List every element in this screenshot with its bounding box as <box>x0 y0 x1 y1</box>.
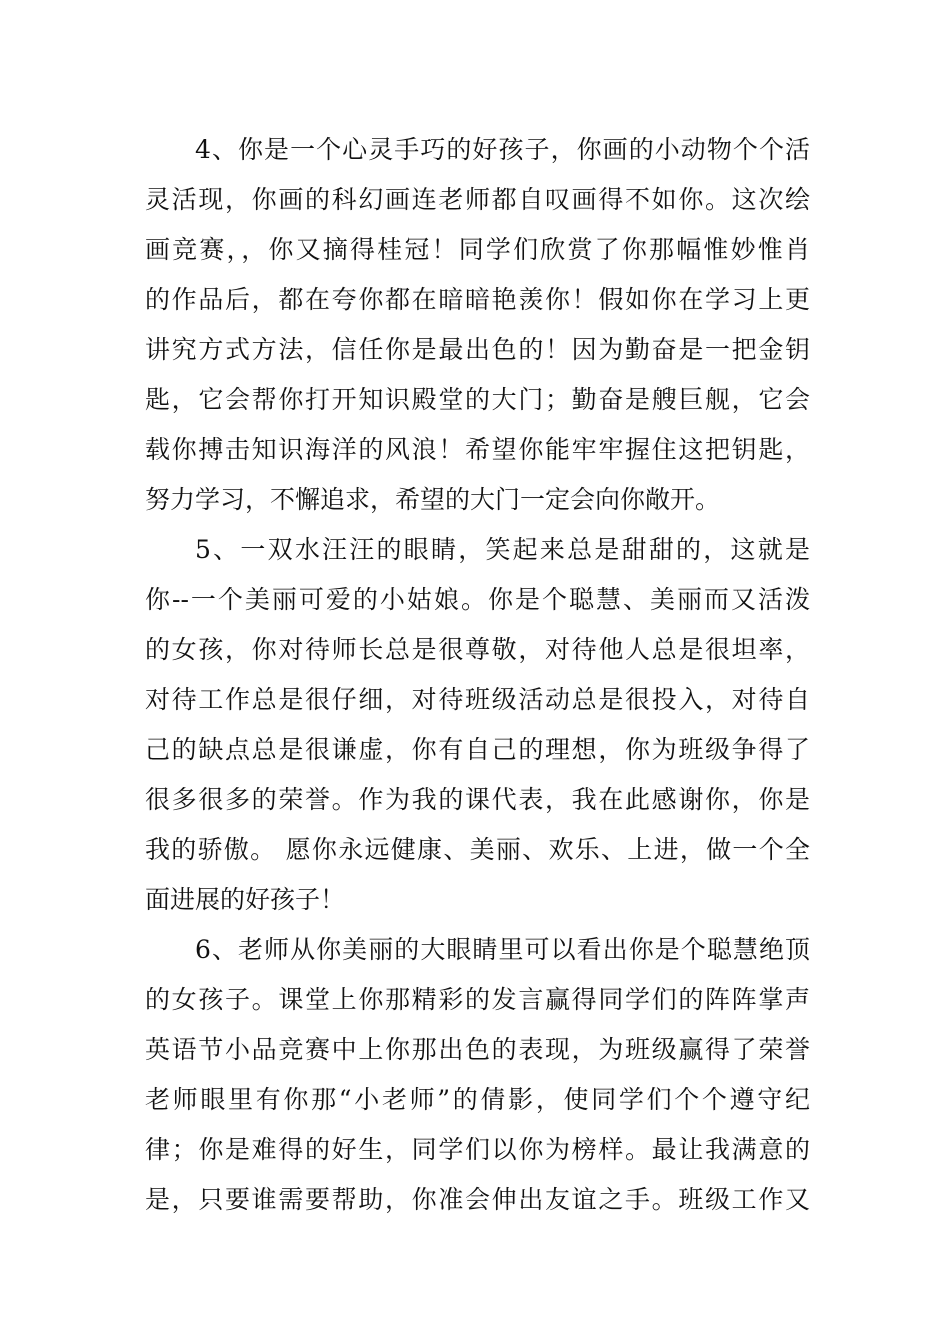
text-line: 对待工作总是很仔细，对待班级活动总是很投入，对待自 <box>145 685 810 714</box>
text-line: 的女孩子。课堂上你那精彩的发言赢得同学们的阵阵掌声 <box>145 985 810 1014</box>
text-line: 灵活现，你画的科幻画连老师都自叹画得不如你。这次绘 <box>145 185 810 214</box>
text-line: 讲究方式方法，信任你是最出色的！因为勤奋是一把金钥 <box>145 335 810 364</box>
text-line: 很多很多的荣誉。作为我的课代表，我在此感谢你，你是 <box>145 785 810 814</box>
text-line: 你--一个美丽可爱的小姑娘。你是个聪慧、美丽而又活泼 <box>145 585 810 614</box>
text-line: 匙，它会帮你打开知识殿堂的大门；勤奋是艘巨舰，它会 <box>145 385 810 414</box>
text-line: 老师眼里有你那“小老师”的倩影，使同学们个个遵守纪 <box>145 1085 810 1114</box>
text-line: 4、你是一个心灵手巧的好孩子，你画的小动物个个活 <box>195 135 810 164</box>
text-line: 律；你是难得的好生，同学们以你为榜样。最让我满意的 <box>145 1135 810 1164</box>
text-line: 己的缺点总是很谦虚，你有自己的理想，你为班级争得了 <box>145 735 810 764</box>
text-line: 载你搏击知识海洋的风浪！希望你能牢牢握住这把钥匙， <box>145 435 810 464</box>
text-line: 是，只要谁需要帮助，你准会伸出友谊之手。班级工作又 <box>145 1185 810 1214</box>
text-line: 的女孩，你对待师长总是很尊敬，对待他人总是很坦率， <box>145 635 810 664</box>
text-line: 的作品后，都在夸你都在暗暗艳羡你！假如你在学习上更 <box>145 285 810 314</box>
text-line: 面进展的好孩子！ <box>145 885 346 914</box>
text-line: 我的骄傲。 愿你永远健康、美丽、欢乐、上进，做一个全 <box>145 835 810 864</box>
text-line: 5、一双水汪汪的眼睛，笑起来总是甜甜的，这就是 <box>195 535 810 564</box>
text-line: 画竞赛，，你又摘得桂冠！同学们欣赏了你那幅惟妙惟肖 <box>145 235 810 264</box>
text-line: 努力学习，不懈追求，希望的大门一定会向你敞开。 <box>145 485 721 514</box>
text-line: 英语节小品竞赛中上你那出色的表现，为班级赢得了荣誉 <box>145 1035 810 1064</box>
text-line: 6、老师从你美丽的大眼睛里可以看出你是个聪慧绝顶 <box>195 935 810 964</box>
